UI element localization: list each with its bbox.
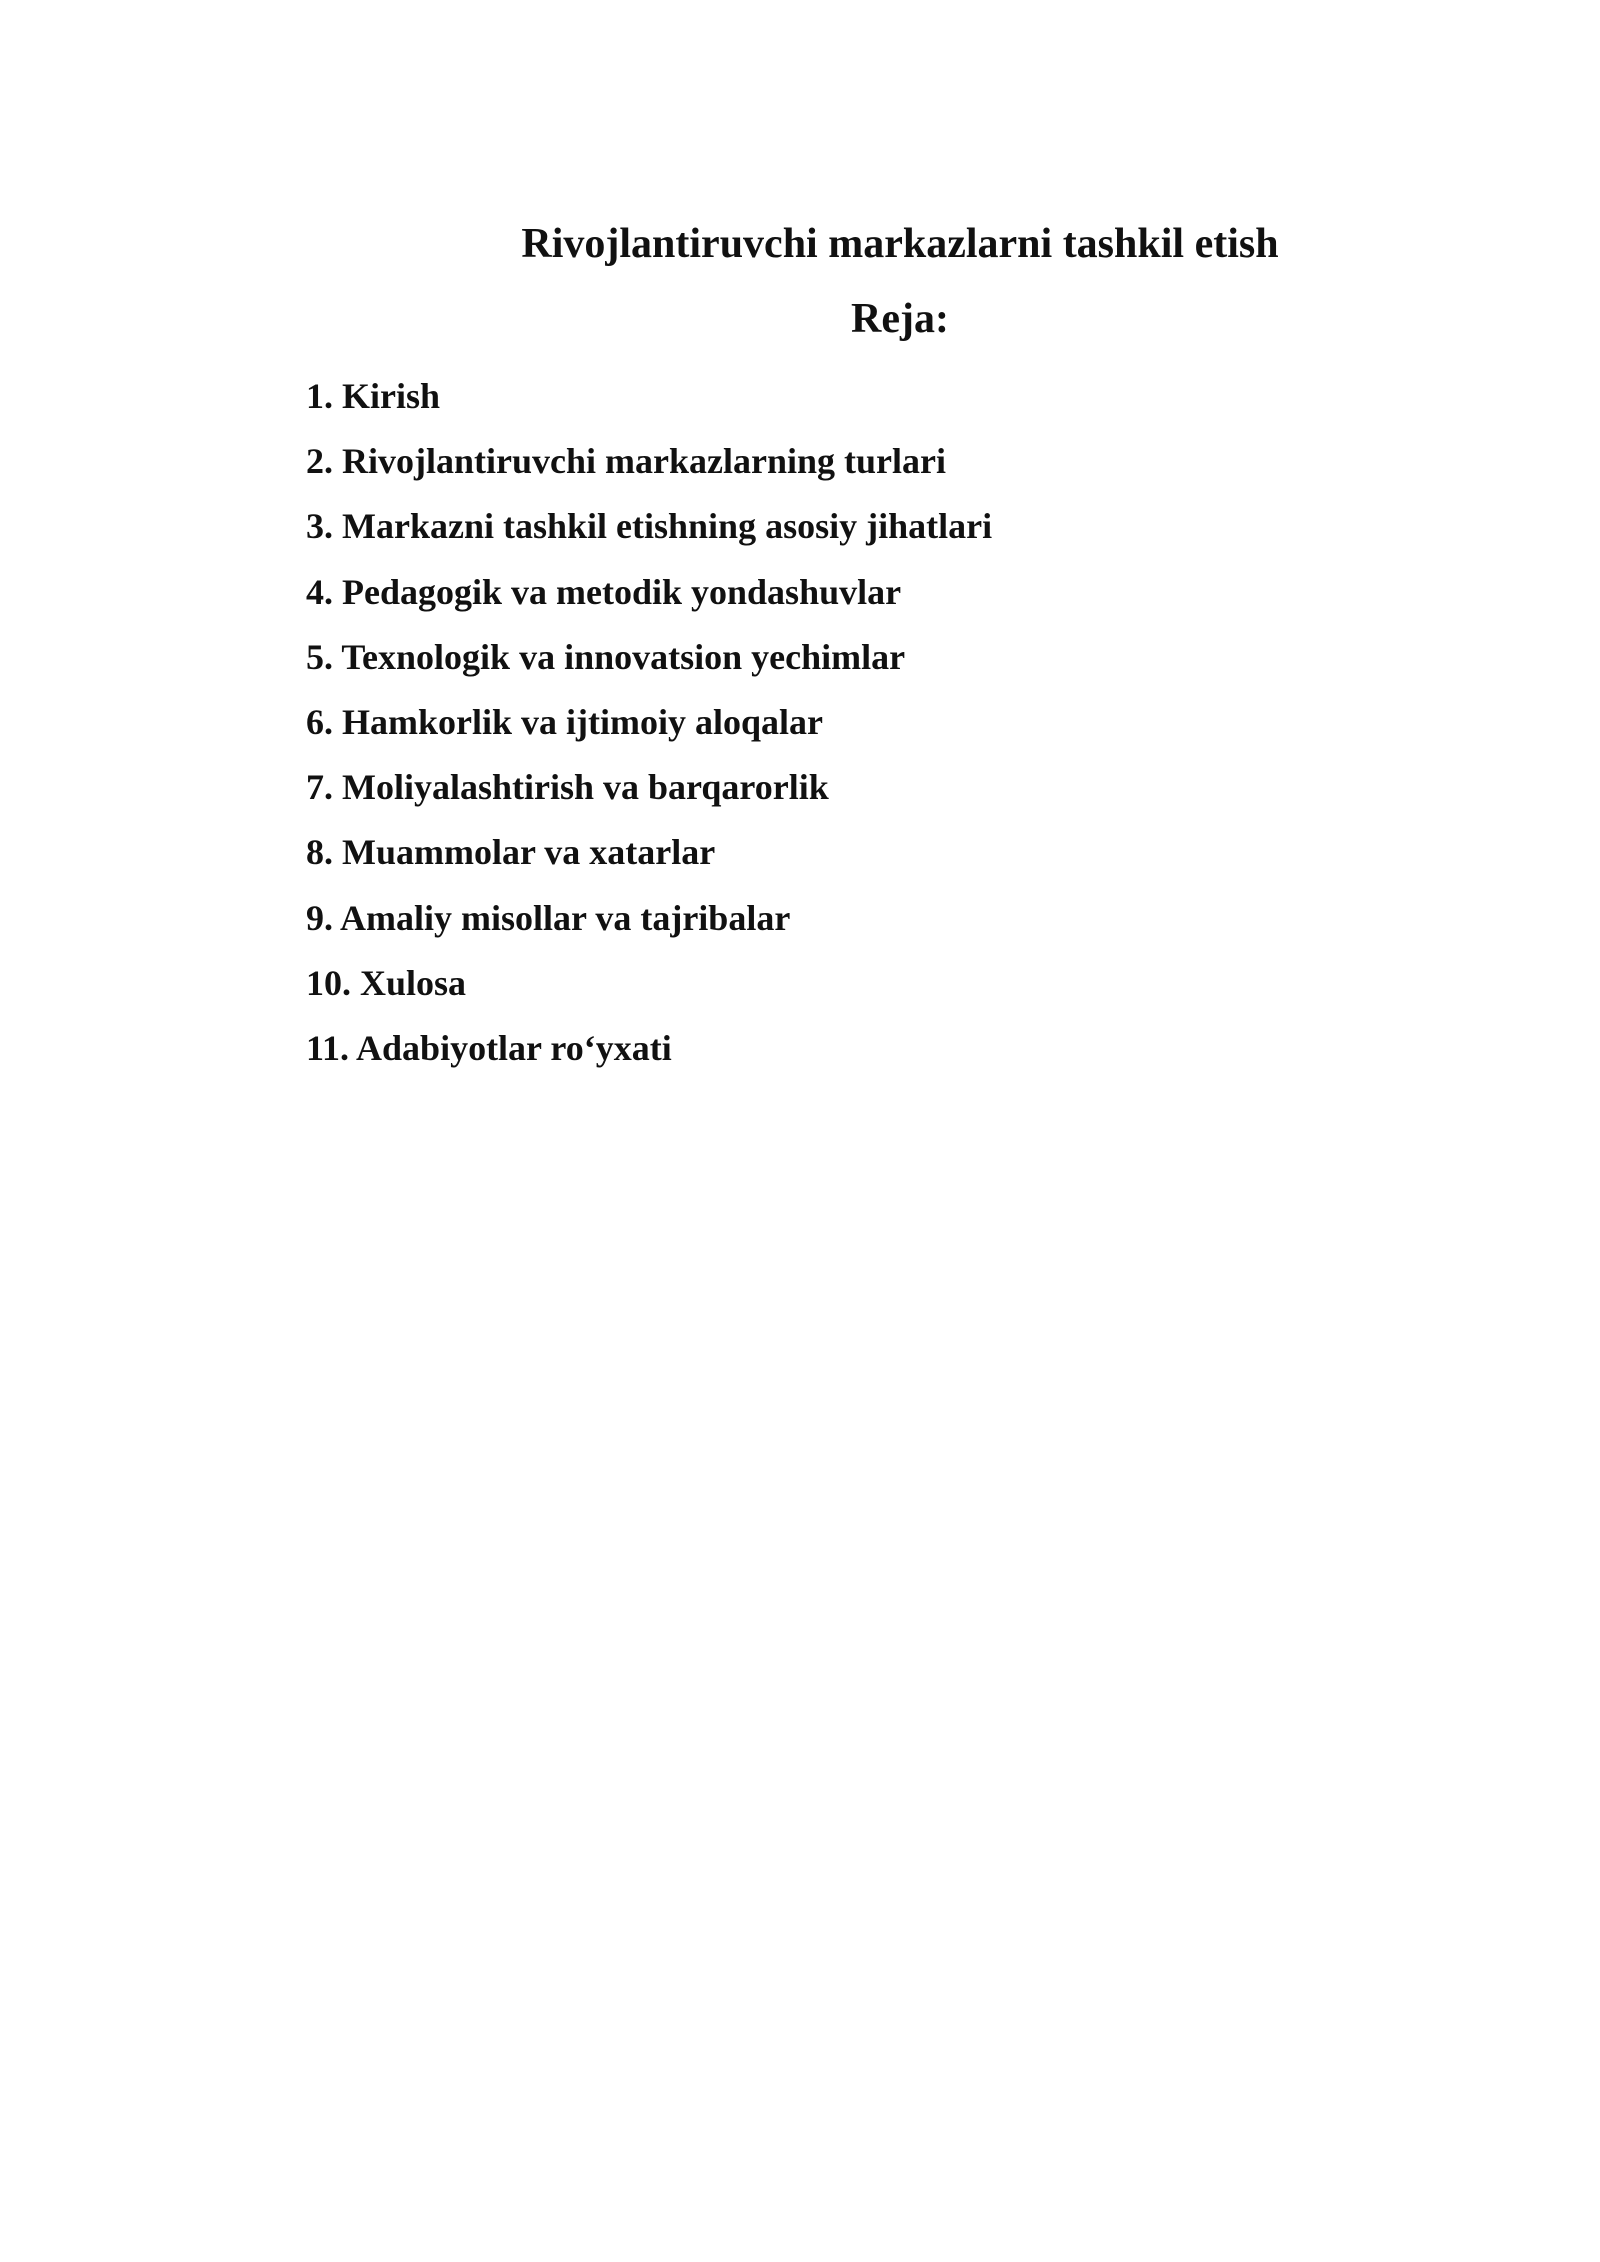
plan-heading: Reja: [851,296,949,342]
plan-item: 6. Hamkorlik va ijtimoiy aloqalar [306,702,823,743]
plan-list [306,364,992,1081]
plan-item: 10. Xulosa [306,962,467,1003]
plan-item: 5. Texnologik va innovatsion yechimlar [306,636,906,677]
plan-item: 4. Pedagogik va metodik yondashuvlar [306,571,902,612]
plan-item: 3. Markazni tashkil etishning asosiy jihatlari [306,506,993,547]
plan-item: 11. Adabiyotlar ro‘yxati [306,1028,672,1069]
plan-item: 2. Rivojlantiruvchi markazlarning turlari [306,441,946,482]
plan-item: 9. Amaliy misollar va tajribalar [306,897,791,938]
document-title: Rivojlantiruvchi markazlarni tashkil etish [521,221,1279,267]
plan-item: 8. Muammolar va xatarlar [306,832,716,873]
plan-item: 7. Moliyalashtirish va barqarorlik [306,767,829,808]
plan-item: 1. Kirish [306,376,441,416]
